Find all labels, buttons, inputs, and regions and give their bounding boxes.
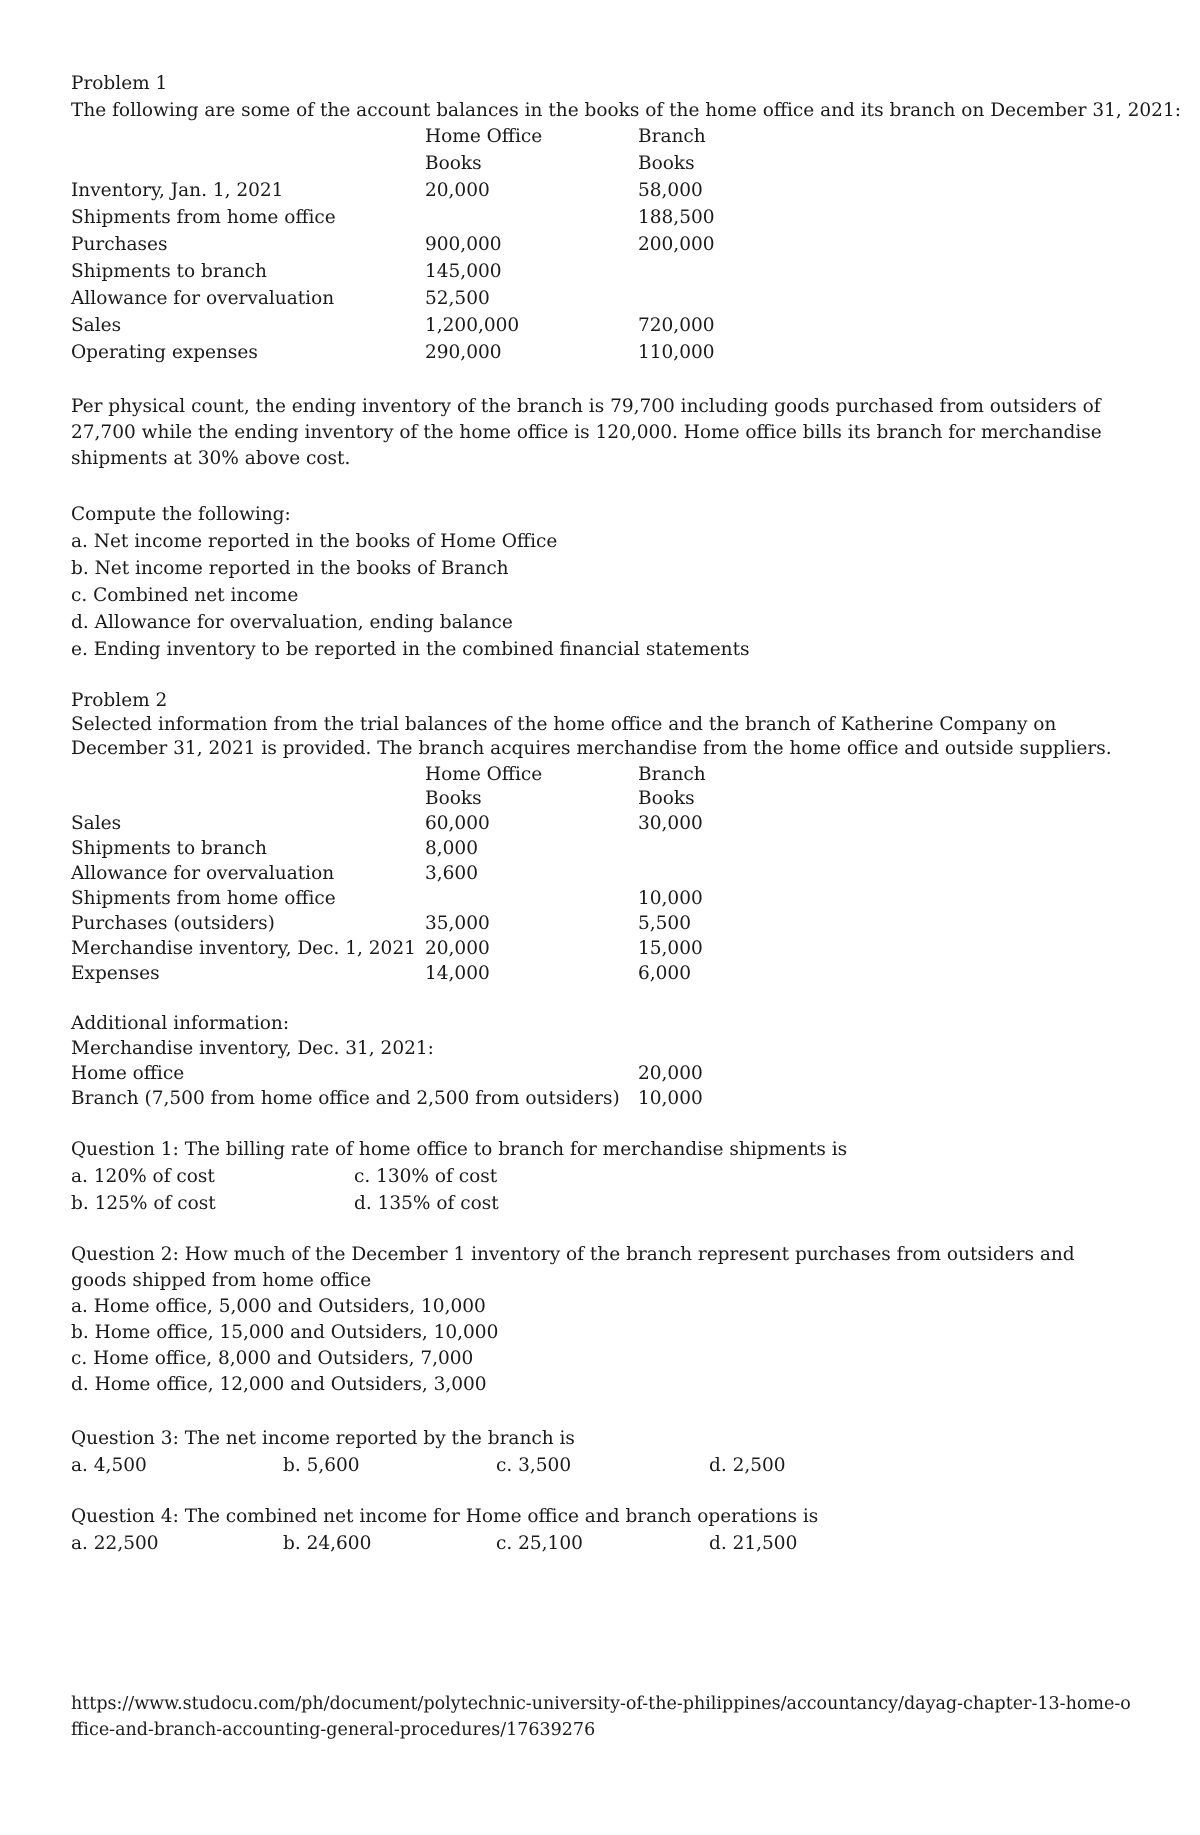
p1-row-home: 20,000 (425, 180, 490, 201)
q2-text: Question 2: How much of the December 1 inventory of the branch represent purchases from outsiders and goods shipped from home office (71, 1244, 1075, 1291)
q4-option-c: c. 25,100 (496, 1533, 583, 1554)
q3-option-c: c. 3,500 (496, 1455, 572, 1476)
p2-row-label: Purchases (outsiders) (71, 913, 275, 934)
p2-col-branch-header-2: Books (638, 788, 695, 809)
p1-row-label: Allowance for overvaluation (71, 288, 335, 309)
p1-row-home: 145,000 (425, 261, 502, 282)
p1-row-branch: 58,000 (638, 180, 703, 201)
p2-row-label: Shipments to branch (71, 838, 267, 859)
p1-compute-item: d. Allowance for overvaluation, ending balance (71, 612, 513, 633)
p2-row-home: 20,000 (425, 938, 490, 959)
source-url-link[interactable]: https://www.studocu.com/ph/document/polytechnic-university-of-the-philippines/accountancy/dayag-chapter-13-home-office-and-branch-accounting-general-procedures/17639276 (71, 1694, 1131, 1740)
p2-row-home: 14,000 (425, 963, 490, 984)
p2-row-branch: 10,000 (638, 888, 703, 909)
q2-option: a. Home office, 5,000 and Outsiders, 10,000 (71, 1296, 486, 1317)
p2-row-label: Allowance for overvaluation (71, 863, 335, 884)
p2-row-home: 3,600 (425, 863, 478, 884)
p1-compute-item: c. Combined net income (71, 585, 299, 606)
q2-option: d. Home office, 12,000 and Outsiders, 3,000 (71, 1374, 487, 1395)
q3-option-a: a. 4,500 (71, 1455, 147, 1476)
p1-col-home-header: Home Office (425, 126, 543, 147)
p1-row-branch: 720,000 (638, 315, 715, 336)
p1-row-branch: 200,000 (638, 234, 715, 255)
p2-row-home: 8,000 (425, 838, 478, 859)
q1-option-a: a. 120% of cost (71, 1166, 215, 1187)
p2-row-branch: 5,500 (638, 913, 691, 934)
p2-col-branch-header: Branch (638, 764, 706, 785)
q4-option-d: d. 21,500 (709, 1533, 798, 1554)
p2-row-branch: 6,000 (638, 963, 691, 984)
p1-col-branch-header-2: Books (638, 153, 695, 174)
problem2-title: Problem 2 (71, 690, 168, 711)
p2-additional-title: Additional information: (71, 1013, 290, 1034)
q1-option-d: d. 135% of cost (354, 1193, 499, 1214)
p2-row-home: 35,000 (425, 913, 490, 934)
q1-text: Question 1: The billing rate of home office to branch for merchandise shipments is (71, 1139, 848, 1160)
p1-row-home: 1,200,000 (425, 315, 520, 336)
q2-option: b. Home office, 15,000 and Outsiders, 10,000 (71, 1322, 499, 1343)
p1-row-label: Operating expenses (71, 342, 258, 363)
p1-compute-heading: Compute the following: (71, 504, 291, 525)
problem1-title: Problem 1 (71, 73, 168, 94)
p1-row-label: Inventory, Jan. 1, 2021 (71, 180, 284, 201)
p2-row-branch: 30,000 (638, 813, 703, 834)
p1-compute-item: b. Net income reported in the books of Branch (71, 558, 509, 579)
p2-col-home-header: Home Office (425, 764, 543, 785)
p1-row-home: 900,000 (425, 234, 502, 255)
p1-row-label: Sales (71, 315, 122, 336)
p1-row-label: Shipments to branch (71, 261, 267, 282)
p2-row-home: 60,000 (425, 813, 490, 834)
p2-additional-label: Branch (7,500 from home office and 2,500 from outsiders) (71, 1088, 620, 1109)
p1-row-branch: 110,000 (638, 342, 715, 363)
p2-col-home-header-2: Books (425, 788, 482, 809)
q4-option-a: a. 22,500 (71, 1533, 159, 1554)
problem1-intro: The following are some of the account balances in the books of the home office and its branch on December 31, 2021: (71, 100, 1181, 121)
p1-row-label: Shipments from home office (71, 207, 336, 228)
p1-col-home-header-2: Books (425, 153, 482, 174)
p2-additional-value: 10,000 (638, 1088, 703, 1109)
p1-paragraph: Per physical count, the ending inventory of the branch is 79,700 including goods purchased from outsiders of 27,700 while the ending inventory of the home office is 120,000. Home office bills its branch for merchandise shipments at 30% above cost. (71, 396, 1102, 469)
q1-option-b: b. 125% of cost (71, 1193, 216, 1214)
q1-option-c: c. 130% of cost (354, 1166, 498, 1187)
p1-row-home: 52,500 (425, 288, 490, 309)
q2-option: c. Home office, 8,000 and Outsiders, 7,000 (71, 1348, 474, 1369)
p1-compute-item: a. Net income reported in the books of Home Office (71, 531, 558, 552)
p2-additional-sub: Merchandise inventory, Dec. 31, 2021: (71, 1038, 434, 1059)
p2-row-label: Shipments from home office (71, 888, 336, 909)
p1-row-label: Purchases (71, 234, 168, 255)
problem2-intro: Selected information from the trial balances of the home office and the branch of Katherine Company on December 31, 2021 is provided. The branch acquires merchandise from the home office and outside suppliers. (71, 714, 1112, 759)
q3-option-d: d. 2,500 (709, 1455, 786, 1476)
p2-additional-value: 20,000 (638, 1063, 703, 1084)
p1-row-home: 290,000 (425, 342, 502, 363)
q3-option-b: b. 5,600 (283, 1455, 360, 1476)
p2-row-branch: 15,000 (638, 938, 703, 959)
q4-option-b: b. 24,600 (283, 1533, 372, 1554)
p1-compute-item: e. Ending inventory to be reported in the combined financial statements (71, 639, 750, 660)
q3-text: Question 3: The net income reported by the branch is (71, 1428, 575, 1449)
p2-row-label: Expenses (71, 963, 160, 984)
p1-row-branch: 188,500 (638, 207, 715, 228)
p2-row-label: Merchandise inventory, Dec. 1, 2021 (71, 938, 416, 959)
p1-col-branch-header: Branch (638, 126, 706, 147)
q4-text: Question 4: The combined net income for Home office and branch operations is (71, 1506, 819, 1527)
p2-additional-label: Home office (71, 1063, 185, 1084)
p2-row-label: Sales (71, 813, 122, 834)
